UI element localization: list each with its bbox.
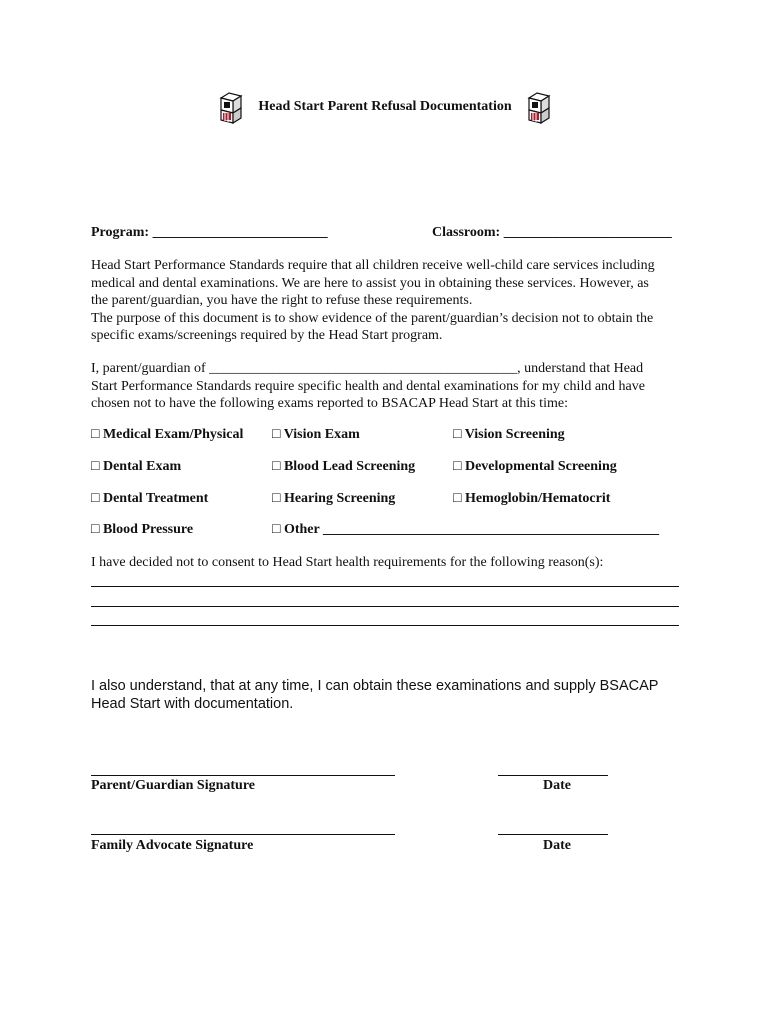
page-title: Head Start Parent Refusal Documentation	[258, 99, 512, 114]
checkbox-hemoglobin[interactable]: □ Hemoglobin/Hematocrit	[453, 491, 611, 506]
checkbox-dental-treatment[interactable]: □ Dental Treatment	[91, 491, 209, 506]
classroom-blank[interactable]: ________________________	[503, 225, 672, 240]
alphabet-block-icon	[218, 90, 244, 124]
classroom-label: Classroom:	[432, 225, 501, 240]
parent-signature-label: Parent/Guardian Signature	[91, 778, 256, 793]
alphabet-block-icon	[526, 90, 552, 124]
reason-line[interactable]	[91, 586, 679, 587]
checkbox-dental-exam[interactable]: □ Dental Exam	[91, 459, 182, 474]
checkbox-other[interactable]: □ Other ________________________________________________	[272, 522, 659, 537]
checkbox-vision-exam[interactable]: □ Vision Exam	[272, 427, 360, 442]
checkbox-vision-screening[interactable]: □ Vision Screening	[453, 427, 565, 442]
checkbox-hearing-screening[interactable]: □ Hearing Screening	[272, 491, 396, 506]
program-label: Program:	[91, 225, 150, 240]
intro-line: Head Start Performance Standards require that all children receive well-child care services including	[91, 258, 655, 273]
advocate-signature-line[interactable]	[91, 834, 395, 835]
classroom-field[interactable]	[432, 225, 672, 241]
advocate-signature-label: Family Advocate Signature	[91, 838, 254, 853]
intro-line: The purpose of this document is to show evidence of the parent/guardian’s decision not to obtain the	[91, 310, 654, 326]
intro-line: specific exams/screenings required by the Head Start program.	[91, 328, 443, 343]
understanding-line: I also understand, that at any time, I can obtain these examinations and supply BSACAP	[91, 678, 659, 694]
statement-line: Start Performance Standards require specific health and dental examinations for my child and have	[91, 378, 645, 394]
intro-paragraph	[91, 257, 691, 345]
intro-line: medical and dental examinations. We are here to assist you in obtaining these services. However, as	[91, 275, 649, 291]
program-field[interactable]	[91, 225, 328, 241]
reason-line[interactable]	[91, 625, 679, 626]
advocate-date-line[interactable]	[498, 834, 608, 835]
statement-line: chosen not to have the following exams reported to BSACAP Head Start at this time:	[91, 396, 568, 411]
checkbox-blood-pressure[interactable]: □ Blood Pressure	[91, 522, 194, 537]
statement-paragraph	[91, 360, 691, 413]
parent-signature-line[interactable]	[91, 775, 395, 776]
intro-line: the parent/guardian, you have the right to refuse these requirements.	[91, 293, 473, 308]
understanding-paragraph	[91, 677, 691, 713]
reason-line[interactable]	[91, 606, 679, 607]
title-row	[0, 90, 770, 124]
checkbox-medical-exam[interactable]: □ Medical Exam/Physical	[91, 427, 244, 442]
parent-date-line[interactable]	[498, 775, 608, 776]
checkbox-developmental-screening[interactable]: □ Developmental Screening	[453, 459, 617, 474]
reasons-prompt: I have decided not to consent to Head Start health requirements for the following reason(s):	[91, 555, 604, 570]
checkbox-blood-lead-screening[interactable]: □ Blood Lead Screening	[272, 459, 416, 474]
program-blank[interactable]: _________________________	[152, 225, 328, 240]
advocate-date-label: Date	[543, 838, 571, 853]
statement-line[interactable]: I, parent/guardian of ____________________________________________, understand that Head	[91, 361, 644, 376]
understanding-line: Head Start with documentation.	[91, 696, 294, 712]
parent-date-label: Date	[543, 778, 571, 793]
